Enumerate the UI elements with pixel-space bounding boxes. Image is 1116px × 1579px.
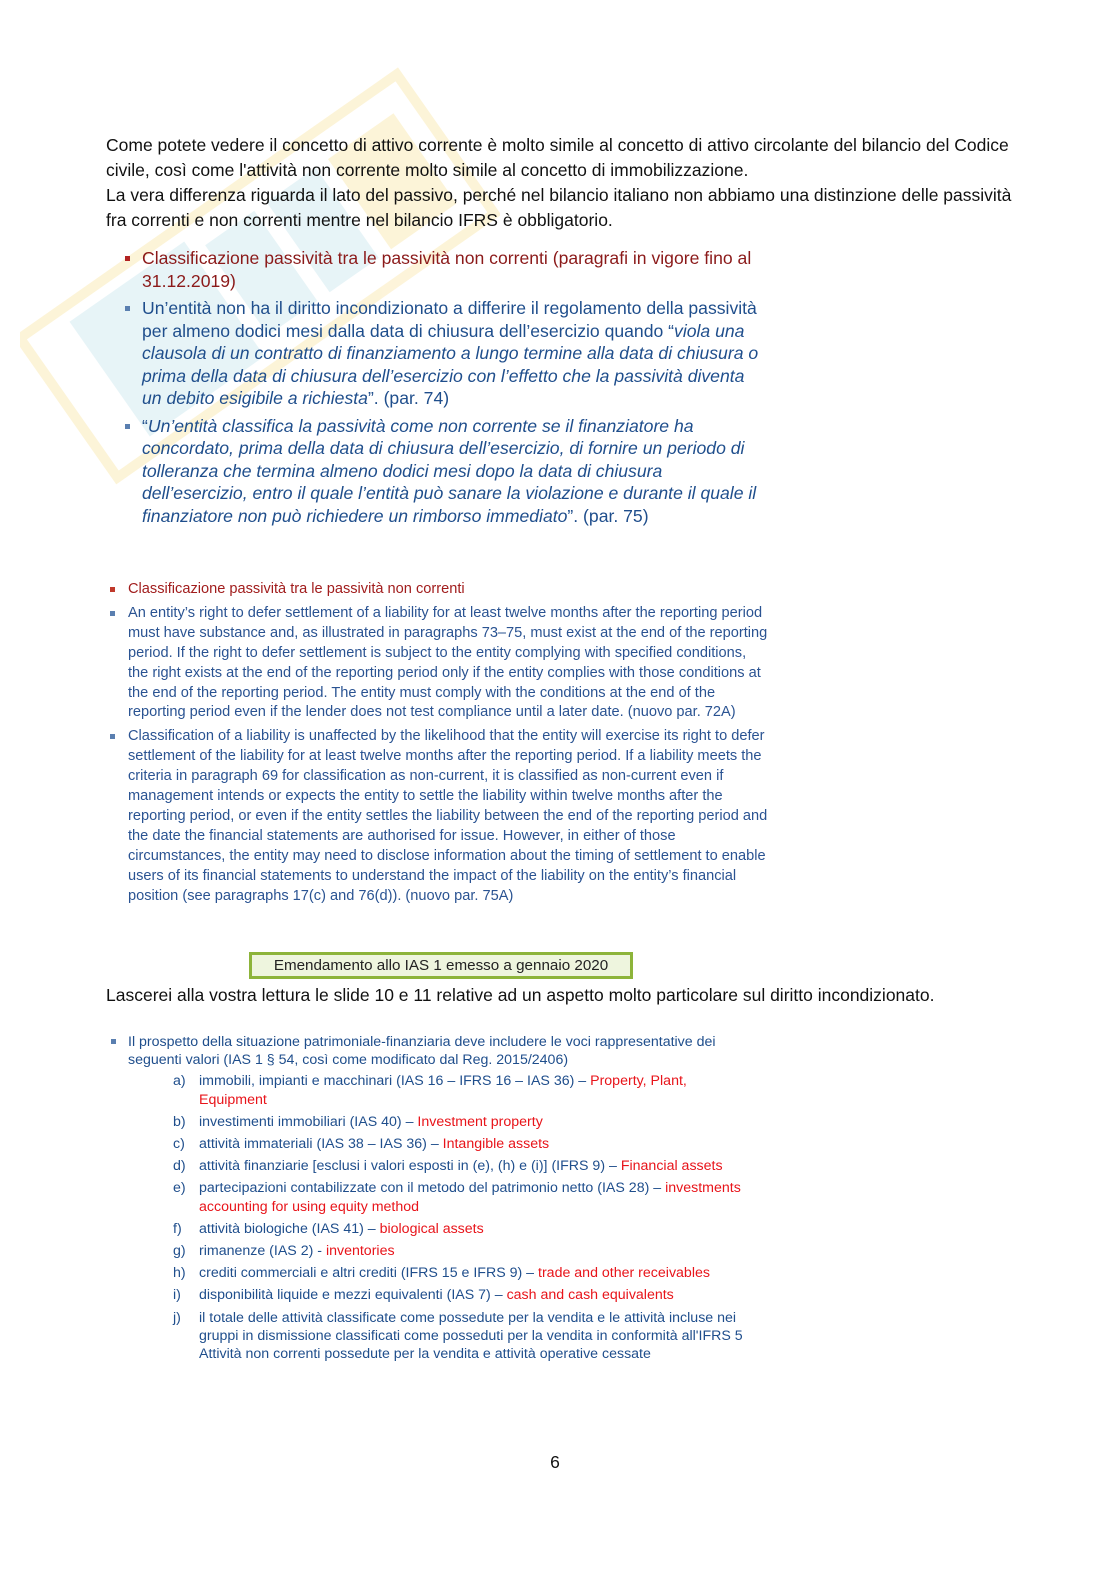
item-english: Investment property [417,1113,543,1130]
item-english: cash and cash equivalents [506,1287,674,1304]
list-item [173,1242,748,1260]
item-letter: j) [173,1309,181,1326]
list-item [173,1264,748,1282]
intro-paragraph-2: La vera differenza riguarda il lato del passivo, perché nel bilancio italiano non abbiamo una distinzione delle passività fra correnti e non correnti mentre nel bilancio IFRS è obbligatorio. [106,185,1012,230]
item-text: il totale delle attività classificate come possedute per la vendita e le attività incluse nei gruppi in dismissione classificati come posseduti per la vendita in conformità all'IFRS 5 Attività non correnti possedute per la vendita e attività operative cessate [199,1309,743,1363]
item-english: trade and other receivables [538,1265,710,1282]
slide-excerpt-balance-sheet-items [108,1033,748,1367]
list-item [173,1286,748,1304]
item-english: Property, Plant, Equipment [199,1073,687,1108]
reading-paragraph: Lascerei alla vostra lettura le slide 10 e 11 relative ad un aspetto molto particolare sul diritto incondizionato. [106,985,935,1005]
page-number: 6 [550,1452,560,1472]
item-text: attività finanziarie [esclusi i valori esposti in (e), (h) e (i)] (IFRS 9) – [199,1158,621,1175]
slide1-b3-suffix: ”. (par. 75) [567,505,649,526]
slide2-bullet-par75a: Classification of a liability is unaffected by the likelihood that the entity will exercise its right to defer settlement of the liability for at least twelve months after the reporting period. If a liability meets the criteria in paragraph 69 for classification as non-current, it is classified as non-current even if management intends or expects the entity to settle the liability within twelve months after the reporting period, or even if the entity settles the liability between the end of the reporting period and the date the financial statements are authorised for issue. However, in either of those circumstances, the entity may need to disclose information about the timing of settlement to enable users of its financial statements to understand the impact of the liability on the entity’s financial position (see paragraphs 17(c) and 76(d)). (nuovo par. 75A) [108,727,768,906]
list-item [173,1072,748,1108]
item-english: biological assets [379,1220,484,1237]
slide1-b3-quote: Un’entità classifica la passività come non corrente se il finanziatore ha concordato, prima della data di chiusura dell’esercizio, di fornire un periodo di tolleranza che termina almeno dodici mesi dopo la data di chiusura dell’esercizio, entro il quale l’entità può sanare la violazione e durante il quale il finanziatore non può richiedere un rimborso immediato [142,415,757,526]
list-item [173,1135,748,1153]
item-letter: d) [173,1158,186,1175]
item-letter: h) [173,1265,186,1282]
item-text: immobili, impianti e macchinari (IAS 16 – IFRS 16 – IAS 36) – [199,1073,591,1090]
slide3-intro: Il prospetto della situazione patrimoniale-finanziaria deve includere le voci rappresentative dei seguenti valori (IAS 1 § 54, così come modificato dal Reg. 2015/2406) [108,1033,748,1069]
item-letter: c) [173,1136,185,1153]
item-english: inventories [325,1243,395,1260]
item-text: crediti commerciali e altri crediti (IFRS 15 e IFRS 9) – [199,1265,539,1282]
item-text: attività biologiche (IAS 41) – [199,1220,380,1237]
item-letter: f) [173,1220,182,1237]
slide2-title: Classificazione passività tra le passività non correnti [108,580,768,600]
item-letter: g) [173,1243,186,1260]
item-letter: a) [173,1073,186,1090]
slide-excerpt-new-paragraphs [108,580,768,911]
amendment-label-box: Emendamento allo IAS 1 emesso a gennaio 2020 [249,952,633,979]
item-letter: e) [173,1180,186,1197]
item-text: investimenti immobiliari (IAS 40) – [199,1113,418,1130]
slide1-b2-quote: viola una clausola di un contratto di finanziamento a lungo termine alla data di chiusura o prima della data di chiusura dell’esercizio con l’effetto che la passività diventa un debito esigibile a richiesta [142,320,759,408]
item-english: Intangible assets [442,1136,550,1153]
slide1-b3-prefix: “ [142,415,148,436]
balance-sheet-items-list [108,1072,748,1363]
slide1-bullet-par75 [124,415,764,528]
item-english: investments accounting for using equity method [199,1180,741,1215]
slide1-bullet-par74 [124,297,764,410]
item-text: rimanenze (IAS 2) - [199,1243,326,1260]
slide-excerpt-old-paragraphs [124,247,764,532]
list-item [173,1309,748,1364]
slide2-bullet-par72a: An entity’s right to defer settlement of a liability for at least twelve months after the reporting period must have substance and, as illustrated in paragraphs 73–75, must exist at the end of the reporting period. If the right to defer settlement is subject to the entity complying with specified conditions, the right exists at the end of the reporting period only if the entity complies with those conditions at the end of the reporting period. The entity must comply with the conditions at the end of the reporting period even if the lender does not test compliance until a later date. (nuovo par. 72A) [108,604,768,723]
slide1-b2-suffix: ”. (par. 74) [367,388,450,408]
list-item [173,1220,748,1238]
list-item [173,1179,748,1215]
intro-text [106,133,1016,233]
item-text: partecipazioni contabilizzate con il metodo del patrimonio netto (IAS 28) – [199,1180,666,1197]
slide1-title: Classificazione passività tra le passività non correnti (paragrafi in vigore fino al 31.12.2019) [124,247,764,292]
item-letter: i) [173,1287,181,1304]
reading-note [106,983,1016,1008]
item-text: disponibilità liquide e mezzi equivalenti (IAS 7) – [199,1287,507,1304]
list-item [173,1113,748,1131]
intro-paragraph-1: Come potete vedere il concetto di attivo corrente è molto simile al concetto di attivo circolante del bilancio del Codice civile, così come l'attività non corrente molto simile al concetto di immobilizzazione. [106,135,1009,180]
item-english: Financial assets [620,1158,723,1175]
slide1-b2-prefix: Un’entità non ha il diritto incondizionato a differire il regolamento della passività per almeno dodici mesi dalla data di chiusura dell’esercizio quando “ [142,298,757,341]
item-text: attività immateriali (IAS 38 – IAS 36) – [199,1136,443,1153]
item-letter: b) [173,1113,186,1130]
list-item [173,1157,748,1175]
